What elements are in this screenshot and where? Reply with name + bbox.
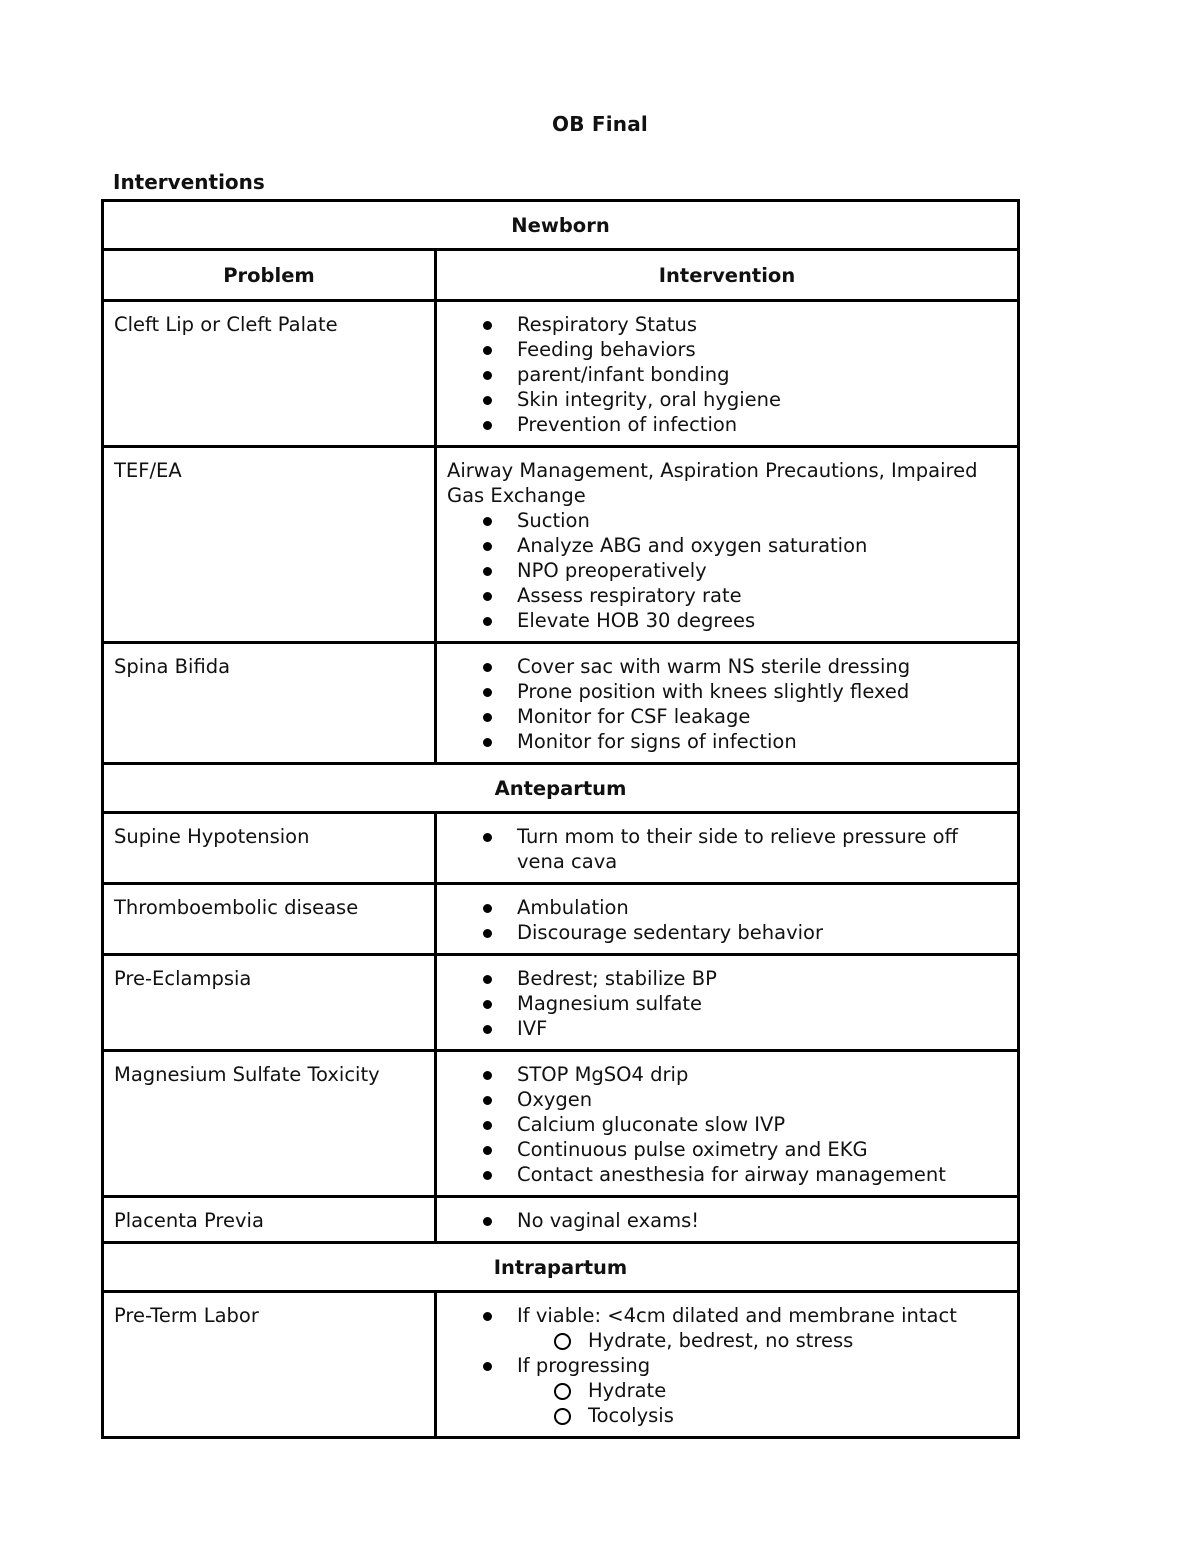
section-title: Antepartum [103, 764, 1019, 813]
table-row [103, 955, 1019, 1051]
list-item [447, 1016, 1007, 1041]
list-item-text: Assess respiratory rate [517, 584, 742, 607]
list-item-text: Discourage sedentary behavior [517, 921, 823, 944]
header-row [103, 250, 1019, 301]
table-row [103, 1197, 1019, 1243]
bullet-list [447, 1303, 1007, 1428]
interventions-table [101, 199, 1020, 1439]
list-item-text: Ambulation [517, 896, 629, 919]
bullet-list [447, 966, 1007, 1041]
list-item [447, 312, 1007, 337]
problem-cell: Magnesium Sulfate Toxicity [103, 1051, 436, 1197]
list-item [447, 1137, 1007, 1162]
table-row [103, 1292, 1019, 1438]
intervention-cell [436, 1197, 1019, 1243]
list-item-text: Suction [517, 509, 590, 532]
section-row [103, 1243, 1019, 1292]
list-item-text: Analyze ABG and oxygen saturation [517, 534, 868, 557]
column-header-intervention: Intervention [436, 250, 1019, 301]
problem-cell: Spina Bifida [103, 643, 436, 764]
list-item [447, 337, 1007, 362]
column-header-problem: Problem [103, 250, 436, 301]
problem-cell: Thromboembolic disease [103, 884, 436, 955]
list-item [447, 412, 1007, 437]
list-item [447, 508, 1007, 533]
list-item-text: Monitor for signs of infection [517, 730, 797, 753]
sub-list [517, 1328, 1007, 1353]
list-item-text: Prevention of infection [517, 413, 738, 436]
intervention-cell [436, 955, 1019, 1051]
list-item [447, 1303, 1007, 1353]
bullet-list [447, 895, 1007, 945]
list-item-text: IVF [517, 1017, 548, 1040]
sub-list-item: Tocolysis [517, 1403, 1007, 1428]
list-item-text: Continuous pulse oximetry and EKG [517, 1138, 868, 1161]
problem-cell: Cleft Lip or Cleft Palate [103, 301, 436, 447]
intervention-cell [436, 1051, 1019, 1197]
table-row [103, 813, 1019, 884]
sub-list-item: Hydrate, bedrest, no stress [517, 1328, 1007, 1353]
table-row [103, 1051, 1019, 1197]
list-item [447, 1162, 1007, 1187]
table-row [103, 301, 1019, 447]
bullet-list [447, 824, 1007, 874]
list-item [447, 654, 1007, 679]
sub-list-item: Hydrate [517, 1378, 1007, 1403]
list-item-text: No vaginal exams! [517, 1209, 700, 1232]
list-item [447, 729, 1007, 754]
list-item-text: Cover sac with warm NS sterile dressing [517, 655, 911, 678]
list-item-text: Turn mom to their side to relieve pressure off vena cava [517, 825, 958, 873]
list-item [447, 920, 1007, 945]
section-heading: Interventions [113, 170, 265, 194]
intervention-intro: Airway Management, Aspiration Precautions, Impaired Gas Exchange [447, 459, 978, 507]
list-item-text: Contact anesthesia for airway management [517, 1163, 946, 1186]
list-item-text: Oxygen [517, 1088, 593, 1111]
section-row [103, 201, 1019, 250]
list-item-text: Skin integrity, oral hygiene [517, 388, 782, 411]
list-item-text: Feeding behaviors [517, 338, 696, 361]
list-item [447, 966, 1007, 991]
list-item-text: If progressing [517, 1354, 651, 1377]
intervention-cell [436, 301, 1019, 447]
bullet-list [447, 1208, 1007, 1233]
list-item-text: Prone position with knees slightly flexed [517, 680, 910, 703]
list-item [447, 1112, 1007, 1137]
section-title: Newborn [103, 201, 1019, 250]
list-item [447, 583, 1007, 608]
problem-cell: Supine Hypotension [103, 813, 436, 884]
list-item-text: Bedrest; stabilize BP [517, 967, 717, 990]
list-item-text: STOP MgSO4 drip [517, 1063, 689, 1086]
bullet-list [447, 312, 1007, 437]
list-item-text: Respiratory Status [517, 313, 698, 336]
problem-cell: Pre-Eclampsia [103, 955, 436, 1051]
list-item-text: Magnesium sulfate [517, 992, 703, 1015]
table-row [103, 643, 1019, 764]
table-row [103, 447, 1019, 643]
section-row [103, 764, 1019, 813]
list-item-text: NPO preoperatively [517, 559, 707, 582]
bullet-list [447, 508, 1007, 633]
list-item [447, 1062, 1007, 1087]
table-row [103, 884, 1019, 955]
list-item [447, 1087, 1007, 1112]
bullet-list [447, 1062, 1007, 1187]
problem-cell: Placenta Previa [103, 1197, 436, 1243]
intervention-cell [436, 643, 1019, 764]
intervention-cell [436, 1292, 1019, 1438]
section-title: Intrapartum [103, 1243, 1019, 1292]
intervention-cell [436, 884, 1019, 955]
list-item [447, 608, 1007, 633]
intervention-cell [436, 813, 1019, 884]
list-item-text: parent/infant bonding [517, 363, 730, 386]
list-item [447, 558, 1007, 583]
bullet-list [447, 654, 1007, 754]
list-item [447, 991, 1007, 1016]
document-title: OB Final [552, 112, 648, 136]
list-item [447, 387, 1007, 412]
list-item-text: Calcium gluconate slow IVP [517, 1113, 786, 1136]
list-item [447, 704, 1007, 729]
intervention-cell [436, 447, 1019, 643]
problem-cell: Pre-Term Labor [103, 1292, 436, 1438]
problem-cell: TEF/EA [103, 447, 436, 643]
list-item [447, 895, 1007, 920]
list-item [447, 824, 1007, 874]
list-item [447, 362, 1007, 387]
list-item-text: Elevate HOB 30 degrees [517, 609, 756, 632]
list-item [447, 533, 1007, 558]
list-item-text: If viable: <4cm dilated and membrane intact [517, 1304, 957, 1327]
list-item [447, 1353, 1007, 1428]
sub-list [517, 1378, 1007, 1428]
list-item-text: Monitor for CSF leakage [517, 705, 751, 728]
list-item [447, 679, 1007, 704]
list-item [447, 1208, 1007, 1233]
